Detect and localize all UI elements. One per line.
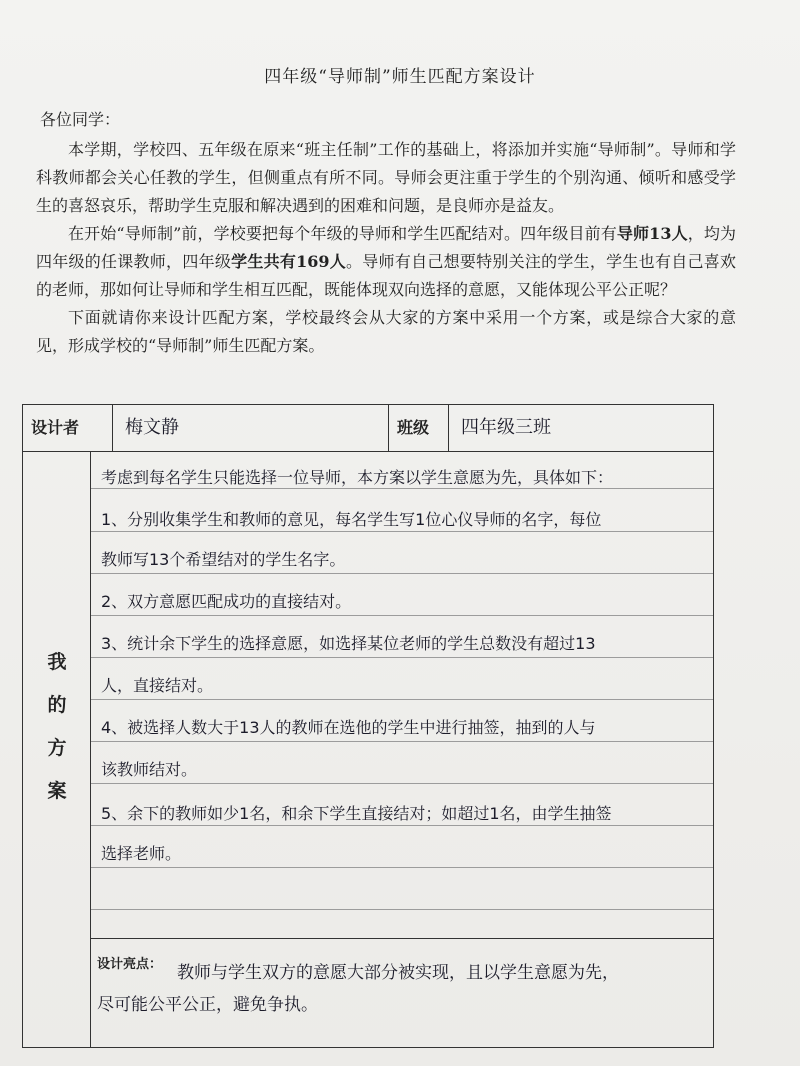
plan-writing-area[interactable]: [91, 451, 713, 939]
plan-line: 5、余下的教师如少1名，和余下学生直接结对；如超过1名，由学生抽签: [101, 804, 612, 823]
class-field[interactable]: 四年级三班: [461, 417, 551, 438]
greeting: 各位同学：: [40, 110, 121, 129]
ruled-line: [91, 909, 713, 910]
plan-line: 人，直接结对。: [101, 676, 214, 695]
plan-vertical-label: [23, 641, 91, 813]
page-title: 四年级“导师制”师生匹配方案设计: [264, 67, 536, 87]
intro-paragraph-2: [36, 220, 736, 304]
highlight-line-1: 教师与学生双方的意愿大部分被实现，且以学生意愿为先，: [177, 963, 619, 983]
designer-label: 设计者: [23, 405, 113, 451]
plan-label-char: 我: [47, 651, 67, 673]
plan-label-char: 的: [47, 694, 67, 716]
ruled-line: [91, 573, 713, 574]
design-highlight-area[interactable]: [91, 939, 713, 1047]
plan-line: 教师写13个希望结对的学生名字。: [101, 550, 346, 569]
highlight-line-2: 尽可能公平公正，避免争执。: [97, 995, 318, 1015]
intro-paragraph-3: 下面就请你来设计匹配方案，学校最终会从大家的方案中采用一个方案，或是综合大家的意见，形成学校的“导师制”师生匹配方案。: [36, 308, 736, 355]
plan-line: 考虑到每名学生只能选择一位导师，本方案以学生意愿为先，具体如下：: [101, 468, 614, 487]
student-count: 学生共有169人: [231, 252, 347, 271]
teacher-count: 导师13人: [616, 224, 688, 243]
plan-line: 该教师结对。: [101, 760, 198, 779]
intro-text: [36, 136, 736, 360]
plan-label-char: 方: [47, 737, 67, 759]
plan-line: 1、分别收集学生和教师的意见，每名学生写1位心仪导师的名字，每位: [101, 510, 602, 529]
ruled-line: [91, 488, 713, 489]
ruled-line: [91, 741, 713, 742]
plan-label-column: [23, 451, 91, 1047]
design-form-table: [22, 404, 714, 1048]
highlight-label: 设计亮点：: [97, 957, 163, 972]
plan-line: 4、被选择人数大于13人的教师在选他的学生中进行抽签，抽到的人与: [101, 718, 596, 737]
p2-part-e: 。导师有自己想要特别关注的学生，学生也有自己喜欢的老师，那如何让导师和学生相互匹配，既能体现双向选择的意愿，又能体现公平公正呢？: [36, 252, 736, 299]
plan-label-char: 案: [47, 780, 67, 802]
designer-name-field[interactable]: 梅文静: [113, 405, 389, 451]
p2-part-a: 在开始“导师制”前，学校要把每个年级的导师和学生匹配结对。四年级目前有: [68, 224, 617, 243]
ruled-line: [91, 825, 713, 826]
ruled-line: [91, 531, 713, 532]
ruled-line: [91, 615, 713, 616]
plan-line: 3、统计余下学生的选择意愿，如选择某位老师的学生总数没有超过13: [101, 634, 596, 653]
ruled-line: [91, 867, 713, 868]
ruled-line: [91, 657, 713, 658]
intro-paragraph-1: 本学期，学校四、五年级在原来“班主任制”工作的基础上，将添加并实施“导师制”。导师和学科教师都会关心任教的学生，但侧重点有所不同。导师会更注重于学生的个别沟通、倾听和感受学生的喜怒哀乐，帮助学生克服和解决遇到的困难和问题，是良师亦是益友。: [36, 140, 736, 215]
ruled-line: [91, 699, 713, 700]
plan-line: 2、双方意愿匹配成功的直接结对。: [101, 592, 352, 611]
plan-line: 选择老师。: [101, 844, 182, 863]
form-header-row: [23, 405, 713, 452]
ruled-line: [91, 783, 713, 784]
p2-part-c: ，均为四年级的任课教师，四年级: [36, 224, 736, 271]
class-label: 班级: [389, 405, 449, 451]
